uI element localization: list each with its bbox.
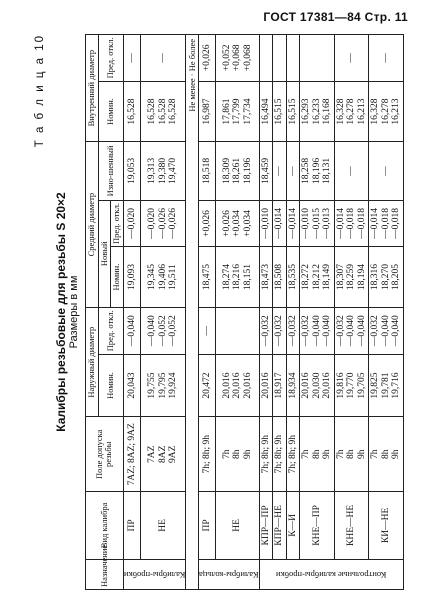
cell-mdev: —0,020 —0,026 —0,026 [141, 200, 186, 247]
table-row [334, 35, 369, 590]
group-label: Калибры-пробки [123, 559, 185, 589]
cell-mdev: —0,014 —0,018 —0,018 [369, 200, 404, 247]
table-subtitle: Размеры в мм [68, 275, 80, 349]
cell-fields: 7h 8h 9h [369, 417, 404, 492]
cell-od: 20,016 20,016 20,016 [216, 354, 260, 417]
col-middle-nomin: Номин. [111, 247, 124, 308]
cell-kind: КПР—НЕ [273, 492, 287, 560]
cell-odev: —0,032 —0,040 —0,040 [300, 307, 335, 354]
cell-mdev: —0,014 [286, 200, 300, 247]
col-purpose: Назначение [86, 559, 124, 589]
cell-odev [216, 307, 260, 354]
cell-od: 20,472 [199, 354, 216, 417]
cell-mid: 18,316 18,270 18,205 [369, 247, 404, 308]
cell-mid: 19,345 19,406 19,511 [141, 247, 186, 308]
cell-id: 17,861 17,799 17,734 [216, 81, 260, 142]
cell-id: 16,528 [123, 81, 141, 142]
cell-fields: 7h; 8h; 9h [259, 417, 273, 492]
cell-fields: 7AZ 8AZ 9AZ [141, 417, 186, 492]
cell-idev: +0,052 +0,068 +0,068 [216, 35, 260, 82]
cell-odev: —0,032 [286, 307, 300, 354]
cell-id: 16,515 [286, 81, 300, 142]
cell-kind: ПР [199, 492, 216, 560]
cell-worn: 19,313 19,380 19,470 [141, 142, 186, 200]
page-header: ГОСТ 17381—84 Стр. 11 [263, 10, 408, 24]
table-row [123, 35, 141, 590]
col-outer-dev: Пред. откл. [98, 307, 123, 354]
col-fields: Поле допуска резьбы [86, 417, 124, 492]
cell-kind: К—И [286, 492, 300, 560]
table-row [141, 35, 186, 590]
cell-fields: 7h; 8h; 9h [273, 417, 287, 492]
cell-worn: — [334, 142, 369, 200]
cell-id: 16,987 [199, 81, 216, 142]
cell-od: 18,934 [286, 354, 300, 417]
cell-idev [286, 35, 300, 82]
cell-mdev: —0,010 —0,015 —0,013 [300, 200, 335, 247]
table-row [273, 35, 287, 590]
cell-mdev: —0,020 [123, 200, 141, 247]
cell-idev [259, 35, 273, 82]
col-middle: Средний диаметр [86, 142, 99, 308]
cell-od: 19,825 19,781 19,716 [369, 354, 404, 417]
cell-mid: 18,473 [259, 247, 273, 308]
table-number: Т а б л и ц а 10 [34, 34, 46, 148]
cell-od: 20,016 20,030 20,016 [300, 354, 335, 417]
cell-od: 20,016 [259, 354, 273, 417]
cell-odev: —0,040 [123, 307, 141, 354]
cell-odev: —0,032 —0,040 —0,040 [369, 307, 404, 354]
cell-kind: КИ—НЕ [369, 492, 404, 560]
col-middle-new: Новый [98, 200, 111, 307]
cell-idev [300, 35, 335, 82]
cell-worn: 18,309 18,261 18,196 [216, 142, 260, 200]
cell-worn: — [286, 142, 300, 200]
table-row [259, 35, 273, 590]
col-middle-dev: Пред. откл. [111, 200, 124, 247]
cell-id: 16,528 16,528 16,528 [141, 81, 186, 142]
cell-kind: КНЕ—ПР [300, 492, 335, 560]
cell-kind: ПР [123, 492, 141, 560]
note-not-less: Не менее · Не более [185, 35, 199, 590]
col-kind: Вид калибра [86, 492, 124, 560]
cell-mid: 18,274 18,216 18,151 [216, 247, 260, 308]
cell-od: 19,755 19,795 19,924 [141, 354, 186, 417]
cell-fields: 7h; 8h; 9h [199, 417, 216, 492]
cell-worn: 18,518 [199, 142, 216, 200]
cell-idev [273, 35, 287, 82]
cell-id: 16,328 16,278 16,213 [334, 81, 369, 142]
table-title: Калибры резьбовые для резьбы S 20×2 [54, 192, 68, 432]
cell-id: 16,515 [273, 81, 287, 142]
cell-kind: НЕ [141, 492, 186, 560]
cell-mdev: +0,026 [199, 200, 216, 247]
table-row [300, 35, 335, 590]
cell-fields: 7AZ; 8AZ; 9AZ [123, 417, 141, 492]
note-row [185, 35, 199, 590]
cell-id: 16,494 [259, 81, 273, 142]
cell-mid: 18,535 [286, 247, 300, 308]
cell-kind: КНЕ—НЕ [334, 492, 369, 560]
col-outer: Наружный диаметр [86, 307, 99, 417]
cell-kind: НЕ [216, 492, 260, 560]
table-body [123, 35, 403, 590]
cell-fields: 7h; 8h; 9h [286, 417, 300, 492]
cell-mdev: —0,014 [273, 200, 287, 247]
col-inner-nomin: Номин. [98, 81, 123, 142]
cell-id: 16,293 16,233 16,168 [300, 81, 335, 142]
group-label: Контрольные калибры-пробки [259, 559, 403, 589]
col-inner-dev: Пред. откл. [98, 35, 123, 82]
col-middle-worn: Изно-шенный [98, 142, 123, 200]
cell-worn: 18,258 18,196 18,131 [300, 142, 335, 200]
cell-mid: 18,272 18,212 18,149 [300, 247, 335, 308]
table-row [216, 35, 260, 590]
cell-mdev: +0,026 +0,034 +0,034 [216, 200, 260, 247]
table-row [199, 35, 216, 590]
table-row [369, 35, 404, 590]
cell-id: 16,328 16,278 16,213 [369, 81, 404, 142]
cell-odev: —0,040 —0,052 —0,052 [141, 307, 186, 354]
cell-odev: —0,032 [273, 307, 287, 354]
cell-fields: 7h 8h 9h [300, 417, 335, 492]
cell-worn: 19,053 [123, 142, 141, 200]
cell-idev: — [123, 35, 141, 82]
table-row [286, 35, 300, 590]
dimensions-table [85, 34, 404, 590]
cell-mid: 19,093 [123, 247, 141, 308]
cell-kind: КПР—ПР [259, 492, 273, 560]
cell-worn: — [369, 142, 404, 200]
col-inner: Внутренний диаметр [86, 35, 99, 142]
cell-mid: 18,508 [273, 247, 287, 308]
cell-mdev: —0,010 [259, 200, 273, 247]
cell-od: 20,043 [123, 354, 141, 417]
cell-odev: — [199, 307, 216, 354]
cell-mid: 18,307 18,259 18,194 [334, 247, 369, 308]
cell-worn: 18,459 [259, 142, 273, 200]
cell-fields: 7h 8h 9h [216, 417, 260, 492]
cell-mdev: —0,014 —0,018 —0,018 [334, 200, 369, 247]
cell-mid: 18,475 [199, 247, 216, 308]
cell-idev: — [369, 35, 404, 82]
cell-idev: +0,026 [199, 35, 216, 82]
cell-fields: 7h 8h 9h [334, 417, 369, 492]
group-label: Калибры-кольца [199, 559, 260, 589]
cell-worn: — [273, 142, 287, 200]
cell-idev: — [141, 35, 186, 82]
cell-od: 18,917 [273, 354, 287, 417]
cell-odev: —0,032 [259, 307, 273, 354]
rotated-table-block [34, 34, 412, 590]
cell-idev: — [334, 35, 369, 82]
cell-od: 19,816 19,770 19,705 [334, 354, 369, 417]
cell-odev: —0,032 —0,040 —0,040 [334, 307, 369, 354]
col-outer-nomin: Номин. [98, 354, 123, 417]
